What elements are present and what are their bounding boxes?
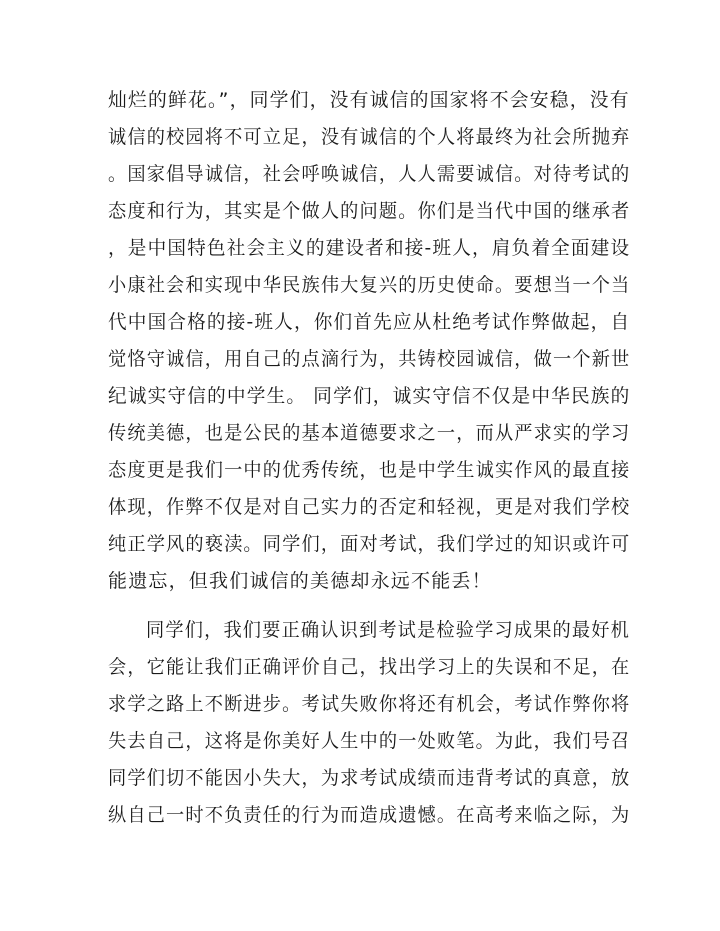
paragraph-1-line: 能遗忘，但我们诚信的美德却永远不能丢！ [108, 570, 492, 592]
paragraph-1-line: 纪诚实守信的中学生。 同学们，诚实守信不仅是中华民族的 [108, 385, 631, 407]
paragraph-2-line: 同学们切不能因小失大，为求考试成绩而违背考试的真意，放 [108, 767, 631, 789]
paragraph-2-line: 失去自己，这将是你美好人生中的一处败笔。为此，我们号召 [108, 730, 631, 752]
paragraph-2-line: 同学们，我们要正确认识到考试是检验学习成果的最好机 [146, 619, 631, 641]
paragraph-1-line: 灿烂的鲜花。”，同学们，没有诚信的国家将不会安稳，没有 [108, 89, 630, 111]
paragraph-1-line: 诚信的校园将不可立足，没有诚信的个人将最终为社会所抛弃 [108, 126, 631, 148]
paragraph-2-line: 纵自己一时不负责任的行为而造成遗憾。在高考来临之际，为 [108, 804, 631, 826]
paragraph-1-line: 传统美德，也是公民的基本道德要求之一，而从严求实的学习 [108, 422, 631, 444]
paragraph-1-line: ，是中国特色社会主义的建设者和接-班人，肩负着全面建设 [108, 237, 631, 259]
paragraph-1-line: 。国家倡导诚信，社会呼唤诚信，人人需要诚信。对待考试的 [108, 163, 631, 185]
paragraph-1-line: 代中国合格的接-班人，你们首先应从杜绝考试作弊做起，自 [108, 311, 631, 333]
paragraph-1-line: 态度和行为，其实是个做人的问题。你们是当代中国的继承者 [108, 200, 631, 222]
paragraph-1-line: 纯正学风的亵渎。同学们，面对考试，我们学过的知识或许可 [108, 533, 631, 555]
paragraph-1-line: 觉恪守诚信，用自己的点滴行为，共铸校园诚信，做一个新世 [108, 348, 631, 370]
paragraph-2-line: 会，它能让我们正确评价自己，找出学习上的失误和不足，在 [108, 656, 631, 678]
paragraph-2-line: 求学之路上不断进步。考试失败你将还有机会，考试作弊你将 [108, 693, 631, 715]
paragraph-1-line: 体现，作弊不仅是对自己实力的否定和轻视，更是对我们学校 [108, 496, 631, 518]
paragraph-1-line: 小康社会和实现中华民族伟大复兴的历史使命。要想当一个当 [108, 274, 631, 296]
paragraph-1-line: 态度更是我们一中的优秀传统，也是中学生诚实作风的最直接 [108, 459, 631, 481]
